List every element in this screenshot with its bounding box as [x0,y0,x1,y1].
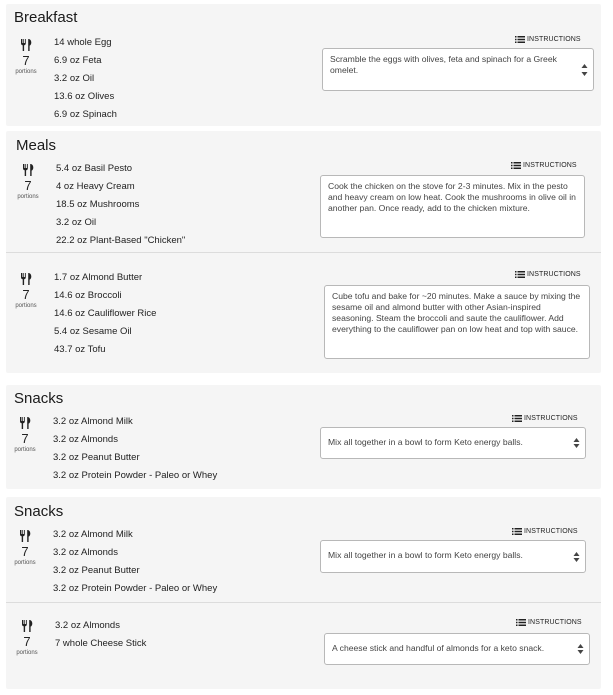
ingredient-item: 3.2 oz Protein Powder - Paleo or Whey [53,583,218,594]
section-title-breakfast: Breakfast [14,9,78,26]
instructions-button[interactable] [511,162,577,169]
instructions-textarea[interactable] [324,285,590,359]
portions-indicator [11,530,39,567]
fork-knife-icon [21,620,34,632]
snacks-section [6,497,601,689]
instructions-label: INSTRUCTIONS [527,271,581,278]
ingredient-item: 14.6 oz Broccoli [54,290,122,301]
ingredient-list [54,37,117,127]
portions-count: 7 [21,431,29,446]
recipe-divider [6,602,601,603]
ingredient-item: 3.2 oz Almonds [53,434,118,445]
portions-indicator [13,620,41,657]
ingredient-item: 3.2 oz Protein Powder - Paleo or Whey [53,470,218,481]
ingredient-item: 4 oz Heavy Cream [56,181,135,192]
ingredient-item: 3.2 oz Almonds [53,547,118,558]
section-title-snacks: Snacks [14,503,64,520]
instructions-textarea[interactable] [320,175,585,238]
ingredient-item: 6.9 oz Spinach [54,109,117,120]
ingredient-item: 3.2 oz Almonds [55,620,120,631]
ingredient-item: 3.2 oz Almond Milk [53,529,133,540]
snacks-section [6,385,601,489]
instructions-button[interactable] [516,619,582,626]
portions-indicator [12,39,40,76]
scroll-spinner-icon[interactable] [581,63,588,77]
portions-indicator [11,417,39,454]
fork-knife-icon [20,39,33,51]
instructions-textarea[interactable] [320,427,586,459]
portions-label: portions [14,447,36,453]
instructions-label: INSTRUCTIONS [524,415,578,422]
ingredient-item: 3.2 oz Peanut Butter [53,452,140,463]
ingredient-list [54,272,156,362]
instructions-text: Mix all together in a bowl to form Keto energy balls. [328,437,523,447]
portions-count: 7 [22,287,30,302]
instructions-text: Cook the chicken on the stove for 2-3 minutes. Mix in the pesto and heavy cream on low heat. Cook the mushrooms in olive oil in another pan. Once ready, add to the chicken mixture. [328,181,576,213]
instructions-button[interactable] [515,271,581,278]
portions-label: portions [14,560,36,566]
instructions-label: INSTRUCTIONS [528,619,582,626]
instructions-label: INSTRUCTIONS [524,528,578,535]
ingredient-item: 5.4 oz Basil Pesto [56,163,133,174]
portions-label: portions [15,69,37,75]
ingredient-list [55,620,146,656]
fork-knife-icon [19,417,32,429]
fork-knife-icon [19,530,32,542]
instructions-text: Scramble the eggs with olives, feta and spinach for a Greek omelet. [330,54,557,75]
ingredient-item: 43.7 oz Tofu [54,344,106,355]
instructions-label: INSTRUCTIONS [523,162,577,169]
instructions-label: INSTRUCTIONS [527,36,581,43]
list-icon [515,36,525,43]
instructions-button[interactable] [512,415,578,422]
instructions-text: Cube tofu and bake for ~20 minutes. Make a sauce by mixing the sesame oil and almond butter with other Asian-inspired seasoning. Steam the broccoli and saute the cauliflower. Add everything to the cauliflower pan on low heat and top with sauce. [332,291,581,334]
ingredient-list [53,416,217,488]
section-title-meals: Meals [16,137,57,154]
instructions-button[interactable] [515,36,581,43]
ingredient-item: 7 whole Cheese Stick [55,638,147,649]
list-icon [511,162,521,169]
portions-count: 7 [23,634,31,649]
portions-indicator [14,164,42,201]
portions-count: 7 [24,178,32,193]
scroll-spinner-icon[interactable] [573,438,580,448]
portions-count: 7 [22,53,30,68]
ingredient-item: 13.6 oz Olives [54,91,115,102]
instructions-button[interactable] [512,528,578,535]
ingredient-item: 3.2 oz Peanut Butter [53,565,140,576]
list-icon [516,619,526,626]
ingredient-item: 14.6 oz Cauliflower Rice [54,308,157,319]
portions-label: portions [15,303,37,309]
list-icon [512,415,522,422]
section-title-snacks: Snacks [14,390,64,407]
instructions-textarea[interactable] [322,48,594,91]
ingredient-list [53,529,217,601]
ingredient-item: 3.2 oz Oil [54,73,95,84]
ingredient-item: 22.2 oz Plant-Based "Chicken" [56,235,186,246]
ingredient-item: 1.7 oz Almond Butter [54,272,143,283]
fork-knife-icon [20,273,33,285]
ingredient-item: 14 whole Egg [54,37,112,48]
ingredient-item: 6.9 oz Feta [54,55,102,66]
instructions-textarea[interactable] [324,633,590,665]
ingredient-list [56,163,185,253]
breakfast-section [6,4,601,126]
ingredient-item: 18.5 oz Mushrooms [56,199,140,210]
list-icon [512,528,522,535]
ingredient-item: 5.4 oz Sesame Oil [54,326,132,337]
ingredient-item: 3.2 oz Almond Milk [53,416,133,427]
list-icon [515,271,525,278]
meals-section [6,131,601,373]
scroll-spinner-icon[interactable] [577,644,584,654]
ingredient-item: 3.2 oz Oil [56,217,97,228]
portions-count: 7 [21,544,29,559]
fork-knife-icon [22,164,35,176]
recipe-divider [6,252,601,253]
instructions-text: A cheese stick and handful of almonds for a keto snack. [332,643,545,653]
instructions-textarea[interactable] [320,540,586,573]
portions-indicator [12,273,40,310]
portions-label: portions [16,650,38,656]
portions-label: portions [17,194,39,200]
instructions-text: Mix all together in a bowl to form Keto energy balls. [328,550,523,560]
scroll-spinner-icon[interactable] [573,552,580,562]
